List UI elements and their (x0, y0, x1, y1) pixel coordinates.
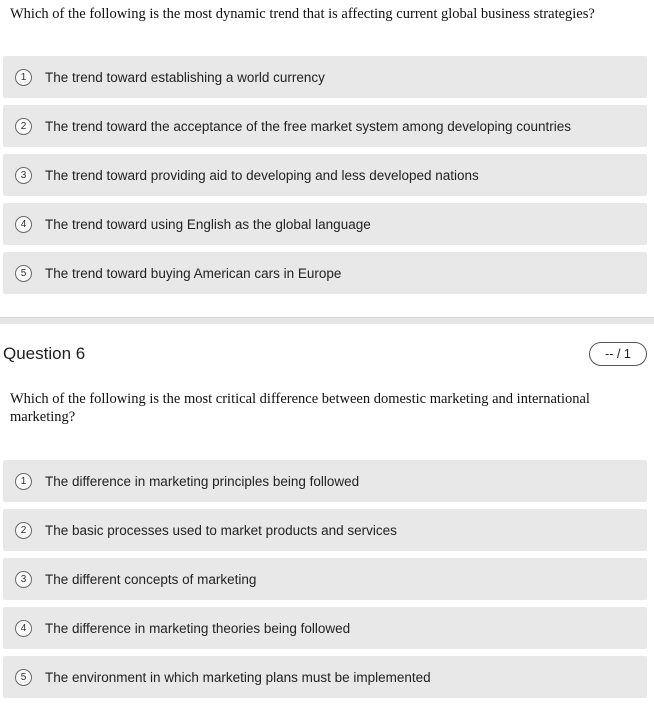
q5-choice-1[interactable] (3, 56, 647, 98)
choice-text: The trend toward using English as the global language (45, 216, 371, 232)
question-divider (0, 317, 654, 324)
choice-number-badge: 3 (15, 571, 32, 588)
question-6-choices (3, 460, 647, 705)
q6-choice-3[interactable] (3, 558, 647, 600)
choice-text: The difference in marketing theories being followed (45, 620, 351, 636)
choice-number-badge: 1 (15, 69, 32, 86)
choice-number-badge: 4 (15, 620, 32, 637)
question-6-title: Question 6 (3, 344, 86, 363)
q6-choice-2[interactable] (3, 509, 647, 551)
q6-choice-5[interactable] (3, 656, 647, 698)
choice-text: The environment in which marketing plans must be implemented (45, 669, 431, 685)
choice-text: The basic processes used to market products and services (45, 522, 397, 538)
question-5-prompt: Which of the following is the most dynamic trend that is affecting current global business strategies? (10, 6, 595, 22)
choice-number-badge: 2 (15, 118, 32, 135)
q5-choice-3[interactable] (3, 154, 647, 196)
choice-text: The trend toward the acceptance of the free market system among developing countries (45, 118, 572, 134)
question-6-prompt: Which of the following is the most critical difference between domestic marketing and international marketing? (10, 391, 590, 425)
q5-choice-4[interactable] (3, 203, 647, 245)
q5-choice-5[interactable] (3, 252, 647, 294)
q6-choice-1[interactable] (3, 460, 647, 502)
choice-number-badge: 5 (15, 265, 32, 282)
choice-text: The trend toward buying American cars in Europe (45, 265, 342, 281)
q5-choice-2[interactable] (3, 105, 647, 147)
choice-number-badge: 1 (15, 473, 32, 490)
choice-number-badge: 4 (15, 216, 32, 233)
choice-number-badge: 5 (15, 669, 32, 686)
choice-text: The different concepts of marketing (45, 571, 257, 587)
choice-text: The difference in marketing principles being followed (45, 473, 360, 489)
question-5-choices (3, 56, 647, 301)
q6-choice-4[interactable] (3, 607, 647, 649)
question-6-score-badge: -- / 1 (589, 342, 647, 366)
choice-text: The trend toward establishing a world currency (45, 69, 325, 85)
choice-text: The trend toward providing aid to developing and less developed nations (45, 167, 479, 183)
choice-number-badge: 2 (15, 522, 32, 539)
choice-number-badge: 3 (15, 167, 32, 184)
